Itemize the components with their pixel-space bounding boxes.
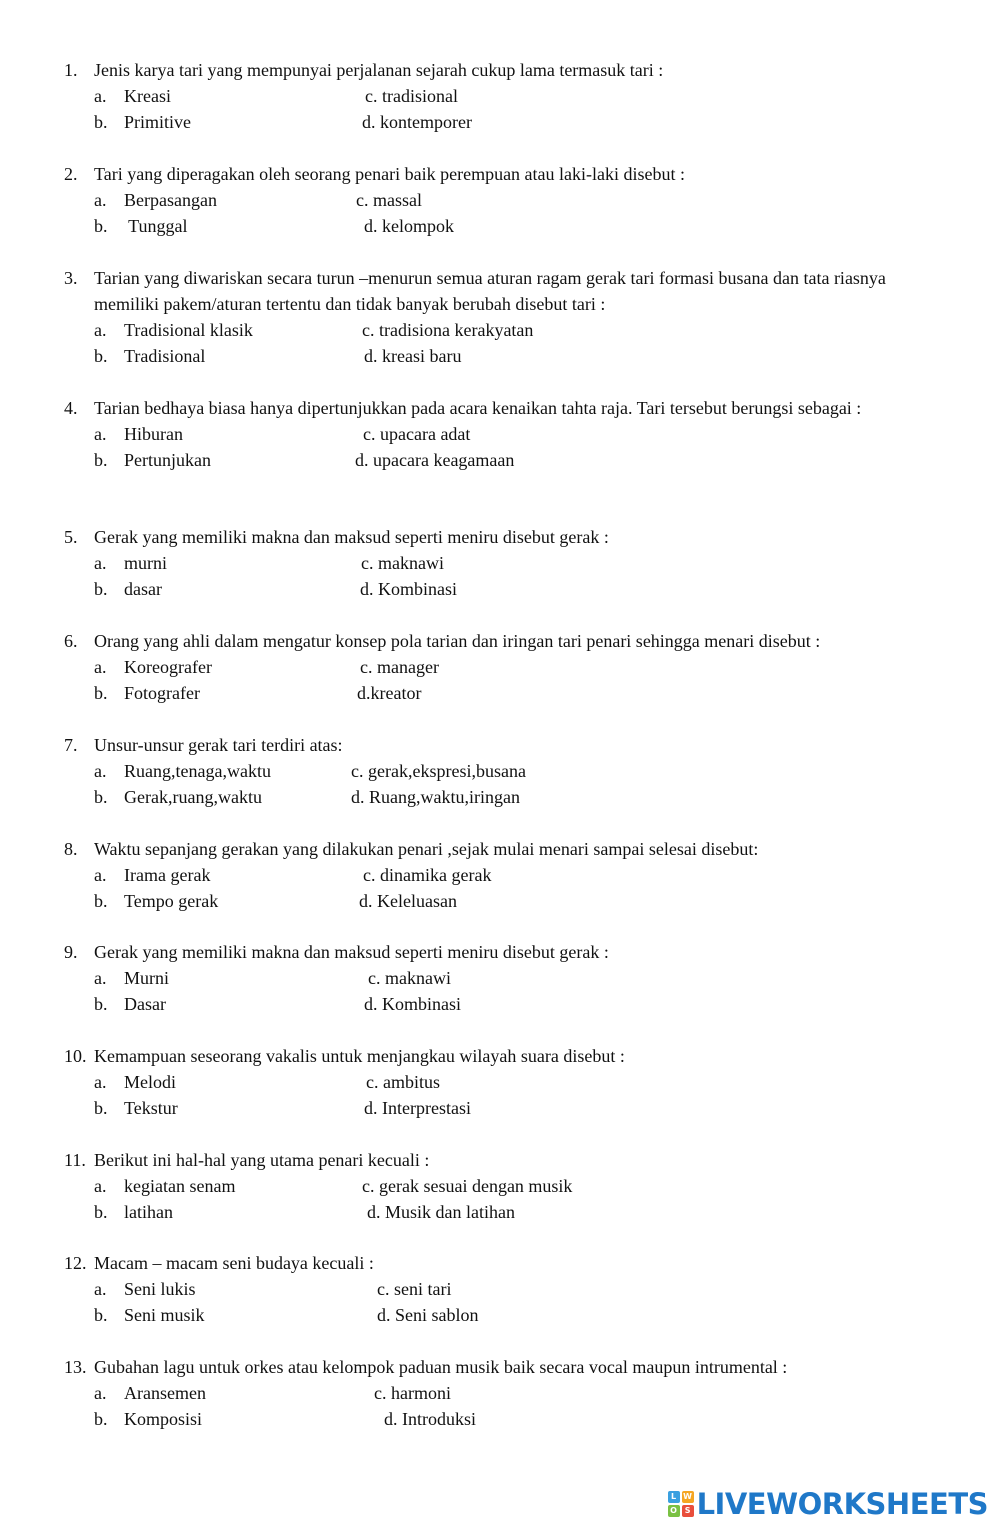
option-c[interactable]: c. maknawi — [361, 553, 444, 573]
question-7 — [64, 732, 944, 810]
question-stem — [64, 1043, 944, 1069]
question-12 — [64, 1250, 944, 1328]
options-row-2 — [64, 784, 944, 810]
options-row-1 — [64, 1276, 944, 1302]
option-d[interactable]: d. Introduksi — [384, 1409, 476, 1429]
question-number: 9. — [64, 942, 78, 962]
option-d[interactable]: d. Kombinasi — [364, 994, 461, 1014]
question-stem — [64, 939, 944, 965]
question-2 — [64, 161, 944, 239]
question-stem — [64, 1250, 944, 1276]
question-stem — [64, 1147, 944, 1173]
option-b[interactable]: b. Tempo gerak — [94, 891, 219, 911]
options-row-2 — [64, 213, 944, 239]
question-number: 8. — [64, 839, 78, 859]
question-stem — [64, 161, 944, 187]
option-a[interactable]: a. kegiatan senam — [94, 1176, 236, 1196]
question-number: 13. — [64, 1357, 87, 1377]
question-stem — [64, 265, 944, 317]
option-c[interactable]: c. gerak sesuai dengan musik — [362, 1176, 573, 1196]
question-4 — [64, 395, 944, 473]
option-b[interactable]: b. Komposisi — [94, 1409, 203, 1429]
question-11 — [64, 1147, 944, 1225]
option-d[interactable]: d.kreator — [357, 683, 422, 703]
options-row-1 — [64, 758, 944, 784]
option-a[interactable]: a. Hiburan — [94, 424, 183, 444]
question-3 — [64, 265, 944, 369]
options-row-2 — [64, 109, 944, 135]
question-stem — [64, 1354, 944, 1380]
option-b[interactable]: b. Dasar — [94, 994, 166, 1014]
option-b[interactable]: b. Pertunjukan — [94, 450, 211, 470]
question-6 — [64, 628, 944, 706]
question-stem — [64, 524, 944, 550]
option-d[interactable]: d. Ruang,waktu,iringan — [351, 787, 520, 807]
question-8 — [64, 836, 944, 914]
question-stem — [64, 836, 944, 862]
option-c[interactable]: c. gerak,ekspresi,busana — [351, 761, 526, 781]
option-c[interactable]: c. maknawi — [368, 968, 451, 988]
question-number: 5. — [64, 527, 78, 547]
options-row-1 — [64, 1380, 944, 1406]
options-row-1 — [64, 1069, 944, 1095]
options-row-1 — [64, 965, 944, 991]
question-text: Orang yang ahli dalam mengatur konsep pola tarian dan iringan tari penari sehingga menari disebut : — [94, 631, 821, 651]
question-number: 1. — [64, 60, 78, 80]
option-a[interactable]: a. Murni — [94, 968, 169, 988]
options-row-2 — [64, 343, 944, 369]
question-number: 12. — [64, 1253, 87, 1273]
option-b[interactable]: b. Fotografer — [94, 683, 200, 703]
options-row-2 — [64, 447, 944, 473]
liveworksheets-wordmark: LIVEWORKSHEETS — [696, 1487, 988, 1521]
question-stem — [64, 628, 944, 654]
option-a[interactable]: a. Kreasi — [94, 86, 171, 106]
options-row-2 — [64, 1095, 944, 1121]
question-text: Kemampuan seseorang vakalis untuk menjangkau wilayah suara disebut : — [94, 1046, 625, 1066]
options-row-2 — [64, 680, 944, 706]
option-a[interactable]: a. Ruang,tenaga,waktu — [94, 761, 271, 781]
option-c[interactable]: c. ambitus — [366, 1072, 440, 1092]
option-d[interactable]: d. kreasi baru — [364, 346, 462, 366]
question-text: Gerak yang memiliki makna dan maksud seperti meniru disebut gerak : — [94, 527, 609, 547]
question-text: Waktu sepanjang gerakan yang dilakukan penari ,sejak mulai menari sampai selesai disebut: — [94, 839, 759, 859]
option-a[interactable]: a. Aransemen — [94, 1383, 206, 1403]
option-a[interactable]: a. Berpasangan — [94, 190, 217, 210]
option-c[interactable]: c. tradisional — [365, 86, 458, 106]
option-d[interactable]: d. Kombinasi — [360, 579, 457, 599]
option-c[interactable]: c. seni tari — [377, 1279, 452, 1299]
option-a[interactable]: a. Seni lukis — [94, 1279, 196, 1299]
option-a[interactable]: a. Koreografer — [94, 657, 212, 677]
option-b[interactable]: b. Seni musik — [94, 1305, 205, 1325]
options-row-1 — [64, 83, 944, 109]
question-1 — [64, 57, 944, 135]
question-number: 10. — [64, 1046, 87, 1066]
question-9 — [64, 939, 944, 1017]
option-b[interactable]: b. latihan — [94, 1202, 173, 1222]
question-text: Jenis karya tari yang mempunyai perjalanan sejarah cukup lama termasuk tari : — [94, 60, 664, 80]
question-stem — [64, 57, 944, 83]
question-text: Tari yang diperagakan oleh seorang penari baik perempuan atau laki-laki disebut : — [94, 164, 686, 184]
question-number: 11. — [64, 1150, 86, 1170]
option-c[interactable]: c. upacara adat — [363, 424, 471, 444]
options-row-1 — [64, 187, 944, 213]
question-number: 4. — [64, 398, 78, 418]
options-row-1 — [64, 550, 944, 576]
option-a[interactable]: a. murni — [94, 553, 167, 573]
option-c[interactable]: c. dinamika gerak — [363, 865, 492, 885]
question-text: Gerak yang memiliki makna dan maksud seperti meniru disebut gerak : — [94, 942, 609, 962]
options-row-2 — [64, 1302, 944, 1328]
question-text: Gubahan lagu untuk orkes atau kelompok paduan musik baik secara vocal maupun intrumental : — [94, 1357, 788, 1377]
question-text: Macam – macam seni budaya kecuali : — [94, 1253, 374, 1273]
question-text: Tarian bedhaya biasa hanya dipertunjukkan pada acara kenaikan tahta raja. Tari tersebut berungsi sebagai : — [94, 398, 862, 418]
option-b[interactable]: b. dasar — [94, 579, 162, 599]
option-a[interactable]: a. Irama gerak — [94, 865, 211, 885]
options-row-2 — [64, 1406, 944, 1432]
option-d[interactable]: d. kontemporer — [362, 112, 472, 132]
options-row-1 — [64, 421, 944, 447]
question-number: 7. — [64, 735, 78, 755]
options-row-2 — [64, 1199, 944, 1225]
option-c[interactable]: c. massal — [356, 190, 422, 210]
question-stem — [64, 732, 944, 758]
options-row-1 — [64, 1173, 944, 1199]
option-d[interactable]: d. Musik dan latihan — [367, 1202, 515, 1222]
question-number: 6. — [64, 631, 78, 651]
question-text: Unsur-unsur gerak tari terdiri atas: — [94, 735, 343, 755]
option-d[interactable]: d. Seni sablon — [377, 1305, 479, 1325]
option-d[interactable]: d. Keleluasan — [359, 891, 457, 911]
question-number: 3. — [64, 268, 78, 288]
question-5 — [64, 524, 944, 602]
options-row-1 — [64, 862, 944, 888]
question-10 — [64, 1043, 944, 1121]
option-b[interactable]: b. Tunggal — [94, 216, 188, 236]
question-stem — [64, 395, 944, 421]
question-text: Tarian yang diwariskan secara turun –menurun semua aturan ragam gerak tari formasi busana dan tata riasnya memiliki pakem/aturan tertentu dan tidak banyak berubah disebut tari : — [94, 268, 886, 314]
option-b[interactable]: b. Tradisional — [94, 346, 206, 366]
question-text: Berikut ini hal-hal yang utama penari kecuali : — [94, 1150, 430, 1170]
option-b[interactable]: b. Primitive — [94, 112, 191, 132]
options-row-2 — [64, 888, 944, 914]
question-13 — [64, 1354, 944, 1432]
options-row-2 — [64, 991, 944, 1017]
options-row-2 — [64, 576, 944, 602]
option-a[interactable]: a. Melodi — [94, 1072, 176, 1092]
option-d[interactable]: d. Interprestasi — [364, 1098, 471, 1118]
option-b[interactable]: b. Gerak,ruang,waktu — [94, 787, 262, 807]
option-c[interactable]: c. harmoni — [374, 1383, 451, 1403]
option-c[interactable]: c. tradisiona kerakyatan — [362, 320, 534, 340]
option-b[interactable]: b. Tekstur — [94, 1098, 178, 1118]
option-d[interactable]: d. kelompok — [364, 216, 454, 236]
liveworksheets-logo-icon: L W O S — [668, 1491, 694, 1517]
option-a[interactable]: a. Tradisional klasik — [94, 320, 253, 340]
options-row-1 — [64, 654, 944, 680]
option-d[interactable]: d. upacara keagamaan — [355, 450, 515, 470]
options-row-1 — [64, 317, 944, 343]
option-c[interactable]: c. manager — [360, 657, 439, 677]
question-number: 2. — [64, 164, 78, 184]
liveworksheets-logo[interactable] — [668, 1487, 988, 1521]
